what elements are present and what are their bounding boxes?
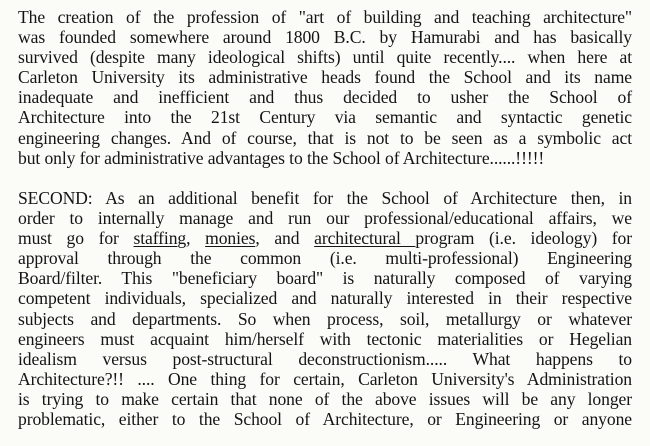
text-line: problematic, either to the School of Architecture, or Engineering or anyone <box>18 409 632 430</box>
text-line: Carleton University its administrative heads found the School and its name <box>18 67 632 88</box>
text-line: is trying to make certain that none of the above issues will be any longer <box>18 388 632 409</box>
text-line: inadequate and inefficient and thus decided to usher the School of <box>18 87 632 108</box>
text-segment: program (i.e. ideology) for <box>415 228 632 249</box>
text-line: but only for administrative advantages to the School of Architecture......!!!!! <box>18 147 545 168</box>
text-segment: , and <box>255 228 315 249</box>
text-line: SECOND: As an additional benefit for the School of Architecture then, in <box>18 188 632 208</box>
text-line: competent individuals, specialized and naturally interested in their respective <box>18 288 632 309</box>
text-line: Architecture?!! .... One thing for certain, Carleton University's Administration <box>18 368 632 389</box>
text-line: Board/filter. This "beneficiary board" is naturally composed of varying <box>18 268 632 289</box>
text-line: engineering changes. And of course, that is not to be seen as a symbolic act <box>18 127 632 148</box>
text-line: subjects and departments. So when process, soil, metallurgy or whatever <box>18 308 632 329</box>
text-line: engineers must acquaint him/herself with tectonic materialities or Hegelian <box>18 328 632 349</box>
text-line: approval through the common (i.e. multi-professional) Engineering <box>18 248 632 269</box>
text-line: order to internally manage and run our professional/educational affairs, we <box>18 208 632 229</box>
text-line-with-underlines <box>18 228 632 248</box>
paragraph-architecture-history <box>18 7 632 168</box>
text-segment: must go for <box>18 228 134 249</box>
underlined-word-monies: monies <box>205 228 256 249</box>
text-line: Architecture into the 21st Century via semantic and syntactic genetic <box>18 107 632 128</box>
underlined-word-staffing: staffing <box>133 228 187 249</box>
text-line: The creation of the profession of "art of building and teaching architecture" <box>18 7 632 27</box>
text-line: was founded somewhere around 1800 B.C. by Hamurabi and has basically <box>18 27 632 48</box>
text-line: idealism versus post-structural deconstructionism..... What happens to <box>18 348 632 369</box>
underlined-word-architectural: architectural <box>314 228 416 249</box>
text-segment: , <box>186 228 206 249</box>
text-line: survived (despite many ideological shifts) until quite recently.... when here at <box>18 47 632 68</box>
paragraph-second-point <box>18 188 632 429</box>
